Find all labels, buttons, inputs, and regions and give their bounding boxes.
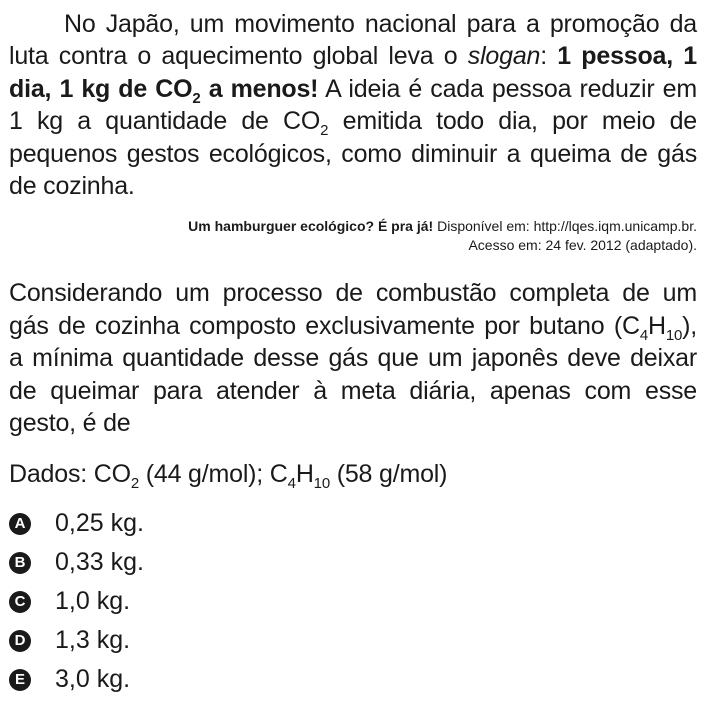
option-letter-badge: A [9,513,31,535]
option-letter-badge: E [9,669,31,691]
subscript: 4 [287,475,296,493]
subscript: 2 [130,475,140,493]
source-citation [9,217,697,254]
source-url: Disponível em: http://lqes.iqm.unicamp.br. [433,218,697,235]
context-paragraph [9,8,697,202]
slogan-text: 1 pessoa, 1 dia, 1 kg de $CO_2$ a menos! [9,42,697,107]
option-letter-badge: C [9,591,31,613]
context-text: No Japão, um movimento nacional para a promoção da luta contra o aquecimento global leva o [9,10,697,71]
answer-options [9,504,697,699]
option-text: 1,3 kg. [55,626,131,655]
option-text: 3,0 kg. [55,665,131,694]
subscript: 2 [320,122,329,140]
option-text: 0,25 kg. [55,509,144,538]
source-title: Um hamburguer ecológico? É pra já! [188,218,434,235]
option-letter-badge: D [9,630,31,652]
subscript: 10 [313,475,330,493]
option-text: 1,0 kg. [55,587,131,616]
subscript: 2 [192,89,201,107]
option-b[interactable] [9,543,697,582]
subscript: 10 [665,326,683,344]
option-e[interactable] [9,660,697,699]
question-document [9,8,697,715]
context-text: emitida todo dia, por meio de pequenos gestos ecológicos, como diminuir a queima de gás de cozinha. [9,107,697,201]
given-data: Dados: $CO_2$ (44 g/mol); $C_4H_{10}$ (58 g/mol) [9,460,448,493]
slogan-word: slogan [467,42,541,71]
option-letter-badge: B [9,552,31,574]
option-a[interactable] [9,504,697,543]
option-text: 0,33 kg. [55,548,144,577]
context-text: A ideia é cada pessoa reduzir em 1 kg a quantidade de CO [9,74,697,136]
context-text: : [540,42,558,71]
source-access-date: Acesso em: 24 fev. 2012 (adaptado). [468,236,697,253]
option-c[interactable] [9,582,697,621]
question-stem: Considerando um processo de combustão completa de um gás de cozinha composto exclusivamente por butano $(C_4H_{10})$, a mínima quantidade desse gás que um japonês deve deixar de queimar para atender à meta diária, apenas com esse gesto, é de [9,279,697,438]
option-d[interactable] [9,621,697,660]
subscript: 4 [639,326,648,344]
